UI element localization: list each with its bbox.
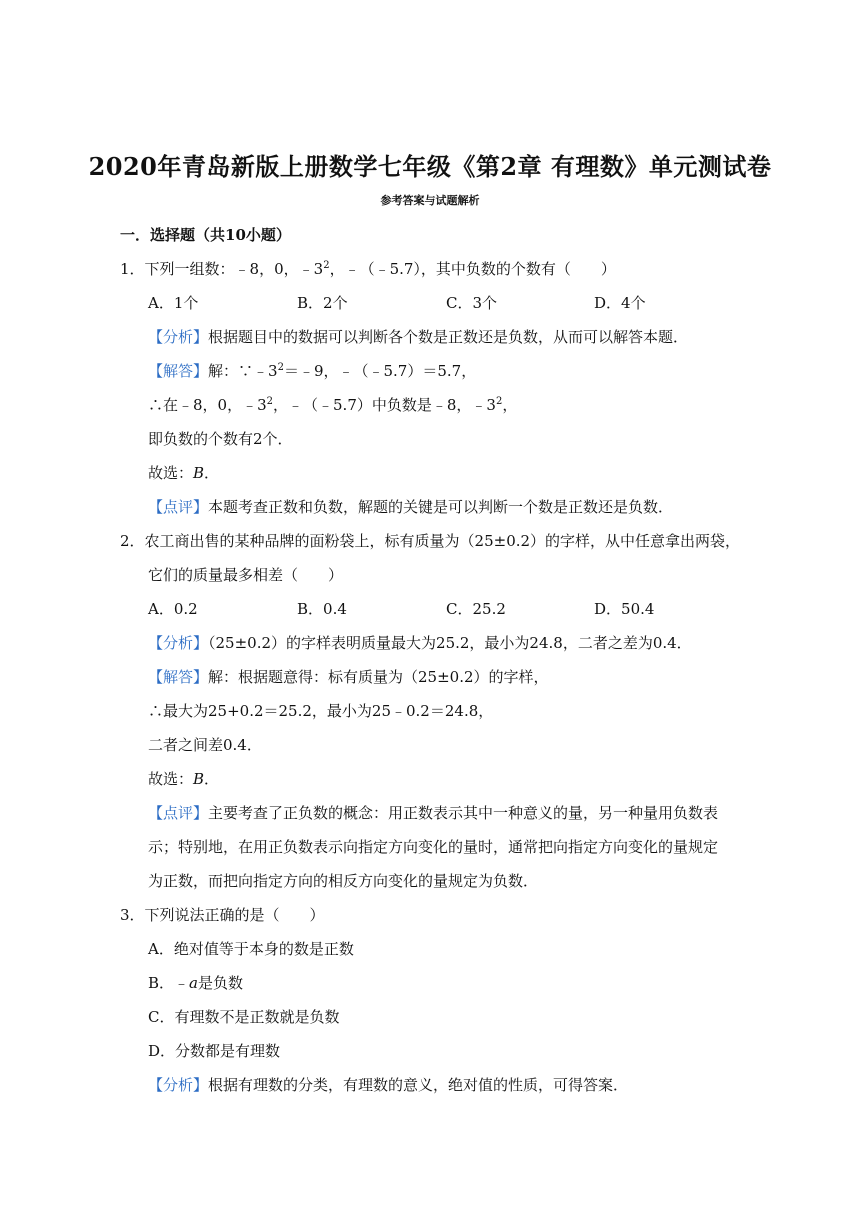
q3-analysis: 【分析】根据有理数的分类，有理数的意义，绝对值的性质，可得答案． [148,1076,629,1094]
section-heading: 一．选择题（共10小题） [120,226,291,244]
q3-option-c: C．有理数不是正数就是负数 [148,1008,340,1026]
q2-option-a: A．0.2 [148,600,198,618]
q2-option-d: D．50.4 [594,600,655,618]
question-2-stem-line-1: 2．农工商出售的某种品牌的面粉袋上，标有质量为（25±0.2）的字样，从中任意拿出两袋， [120,532,741,550]
q2-comment-line-1: 【点评】主要考查了正负数的概念：用正数表示其中一种意义的量，另一种量用负数表 [148,804,719,822]
q3-option-a: A．绝对值等于本身的数是正数 [148,940,354,958]
question-2-stem-line-2: 它们的质量最多相差（ ） [148,566,344,584]
q1-option-a: A．1个 [148,294,199,312]
q2-solution-line-2: ∴最大为25+0.2＝25.2，最小为25﹣0.2＝24.8， [148,702,494,720]
page-subtitle: 参考答案与试题解析 [380,194,480,207]
q1-solution-line-2: ∴在﹣8，0，$﹣3^2$，﹣（﹣5.7）中负数是﹣8，$﹣3^2$， [148,396,518,414]
q1-option-b: B．2个 [297,294,348,312]
q1-solution-line-3: 即负数的个数有2个． [148,430,293,448]
q2-comment-line-2: 示；特别地，在用正负数表示向指定方向变化的量时，通常把向指定方向变化的量规定 [148,838,719,856]
q3-option-d: D．分数都是有理数 [148,1042,281,1060]
analysis-tag: 【分析】 [148,1076,209,1094]
comment-tag: 【点评】 [148,498,209,516]
analysis-tag: 【分析】 [148,634,209,652]
solution-tag: 【解答】 [148,362,209,380]
q1-analysis: 【分析】根据题目中的数据可以判断各个数是正数还是负数，从而可以解答本题． [148,328,689,346]
q3-option-b: B．﹣a是负数 [148,974,243,992]
q2-analysis: 【分析】（25±0.2）的字样表明质量最大为25.2，最小为24.8，二者之差为0.4． [148,634,692,652]
page-title: 2020年青岛新版上册数学七年级《第2章 有理数》单元测试卷 [88,152,772,181]
q2-solution-line-3: 二者之间差0.4． [148,736,262,754]
q1-option-c: C．3个 [446,294,498,312]
comment-tag: 【点评】 [148,804,209,822]
solution-tag: 【解答】 [148,668,209,686]
q2-choice: 故选：B． [148,770,220,788]
q2-comment-line-3: 为正数，而把向指定方向的相反方向变化的量规定为负数． [148,872,539,890]
q2-option-c: C．25.2 [446,600,506,618]
q1-solution-line-1: 【解答】解：$\because﹣3^2=﹣9$，﹣（﹣5.7）＝5.7， [148,362,477,380]
q1-choice: 故选：B． [148,464,220,482]
q2-solution-line-1: 【解答】解：根据题意得：标有质量为（25±0.2）的字样， [148,668,549,686]
question-3-stem: 3．下列说法正确的是（ ） [120,906,325,924]
question-1-stem: 1．下列一组数：﹣8，0，$﹣3^2$，﹣（﹣5.7），其中负数的个数有（ ） [120,260,616,278]
analysis-tag: 【分析】 [148,328,209,346]
q1-option-d: D．4个 [594,294,646,312]
q1-comment: 【点评】本题考查正数和负数，解题的关键是可以判断一个数是正数还是负数． [148,498,674,516]
q2-option-b: B．0.4 [297,600,347,618]
